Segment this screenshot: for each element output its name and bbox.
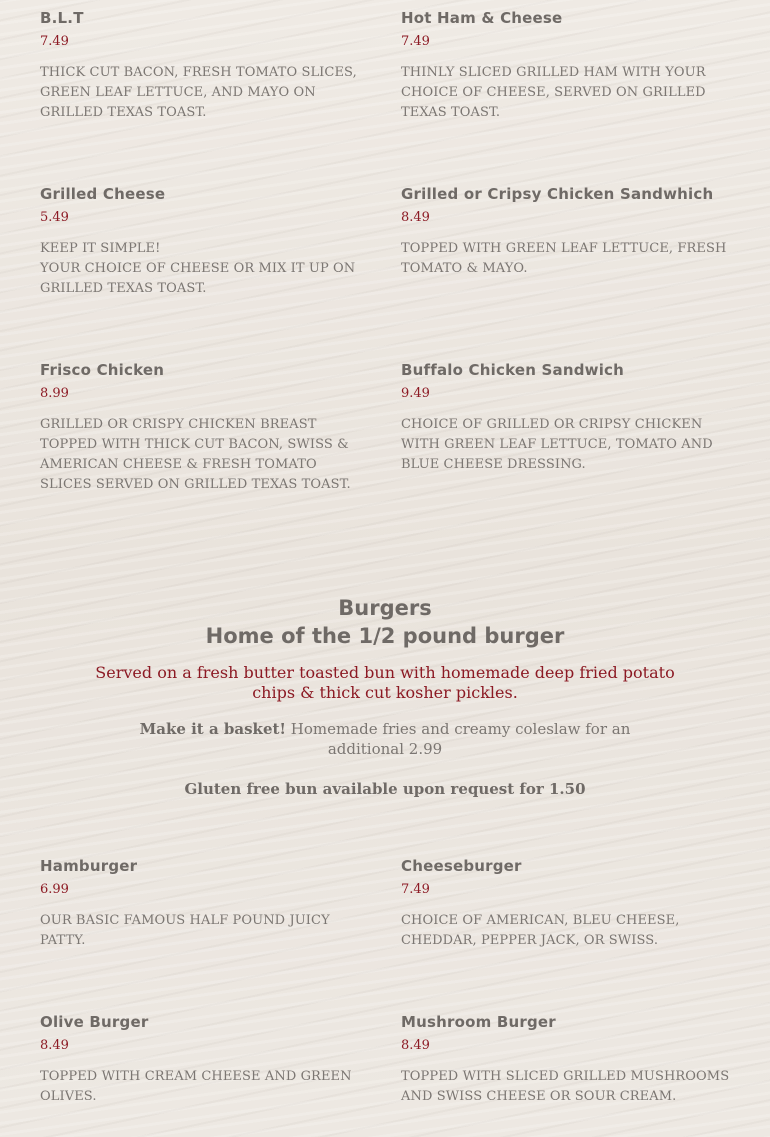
- item-description: THINLY SLICED GRILLED HAM WITH YOUR CHOICE OF CHEESE, SERVED ON GRILLED TEXAS TOAST.: [401, 65, 706, 120]
- item-name: Cheeseburger: [401, 857, 522, 875]
- item-price: 7.49: [401, 34, 430, 49]
- burgers-section-header: [0, 594, 770, 799]
- item-price: 9.49: [401, 386, 430, 401]
- section-title: Burgers: [338, 596, 432, 620]
- menu-item-buffalo-chicken: [401, 360, 731, 475]
- gluten-note: Gluten free bun available upon request for 1.50: [184, 780, 586, 798]
- item-name: Mushroom Burger: [401, 1013, 556, 1031]
- item-description: TOPPED WITH GREEN LEAF LETTUCE, FRESH TOMATO & MAYO.: [401, 241, 727, 276]
- item-description: GRILLED OR CRISPY CHICKEN BREAST TOPPED WITH THICK CUT BACON, SWISS & AMERICAN CHEESE & FRESH TOMATO SLICES SERVED ON GRILLED TEXAS TOAST.: [40, 417, 351, 492]
- item-description: KEEP IT SIMPLE! YOUR CHOICE OF CHEESE OR MIX IT UP ON GRILLED TEXAS TOAST.: [40, 241, 356, 296]
- basket-label: Make it a basket!: [139, 720, 286, 738]
- menu-item-hamburger: [40, 856, 370, 951]
- item-price: 7.49: [401, 882, 430, 897]
- item-description: CHOICE OF GRILLED OR CRIPSY CHICKEN WITH GREEN LEAF LETTUCE, TOMATO AND BLUE CHEESE DRESSING.: [401, 417, 713, 472]
- menu-item-grilled-cheese: [40, 184, 370, 299]
- item-price: 8.99: [40, 386, 69, 401]
- item-name: Hamburger: [40, 857, 138, 875]
- item-price: 6.99: [40, 882, 69, 897]
- menu-item-hot-ham-cheese: [401, 8, 731, 123]
- menu-item-olive-burger: [40, 1012, 370, 1107]
- item-name: Buffalo Chicken Sandwich: [401, 361, 625, 379]
- menu-item-frisco-chicken: [40, 360, 370, 495]
- item-price: 7.49: [40, 34, 69, 49]
- item-name: Grilled or Cripsy Chicken Sandwhich: [401, 185, 714, 203]
- menu-item-cheeseburger: [401, 856, 731, 951]
- item-price: 5.49: [40, 210, 69, 225]
- menu-item-blt: [40, 8, 370, 123]
- section-intro: Served on a fresh butter toasted bun with homemade deep fried potato chips & thick cut kosher pickles.: [95, 663, 675, 702]
- item-name: B.L.T: [40, 9, 84, 27]
- menu-item-chicken-sandwich: [401, 184, 731, 279]
- item-description: TOPPED WITH SLICED GRILLED MUSHROOMS AND SWISS CHEESE OR SOUR CREAM.: [401, 1069, 730, 1104]
- item-price: 8.49: [401, 210, 430, 225]
- item-description: OUR BASIC FAMOUS HALF POUND JUICY PATTY.: [40, 913, 330, 948]
- section-subtitle: Home of the 1/2 pound burger: [205, 624, 565, 648]
- basket-text: Homemade fries and creamy coleslaw for an additional 2.99: [286, 720, 631, 758]
- item-name: Olive Burger: [40, 1013, 149, 1031]
- item-description: TOPPED WITH CREAM CHEESE AND GREEN OLIVES.: [40, 1069, 352, 1104]
- item-description: THICK CUT BACON, FRESH TOMATO SLICES, GREEN LEAF LETTUCE, AND MAYO ON GRILLED TEXAS TOAST.: [40, 65, 357, 120]
- item-description: CHOICE OF AMERICAN, BLEU CHEESE, CHEDDAR, PEPPER JACK, OR SWISS.: [401, 913, 680, 948]
- item-price: 8.49: [40, 1038, 69, 1053]
- item-name: Hot Ham & Cheese: [401, 9, 563, 27]
- menu-item-mushroom-burger: [401, 1012, 731, 1107]
- item-price: 8.49: [401, 1038, 430, 1053]
- item-name: Frisco Chicken: [40, 361, 165, 379]
- basket-note: [105, 719, 665, 759]
- item-name: Grilled Cheese: [40, 185, 166, 203]
